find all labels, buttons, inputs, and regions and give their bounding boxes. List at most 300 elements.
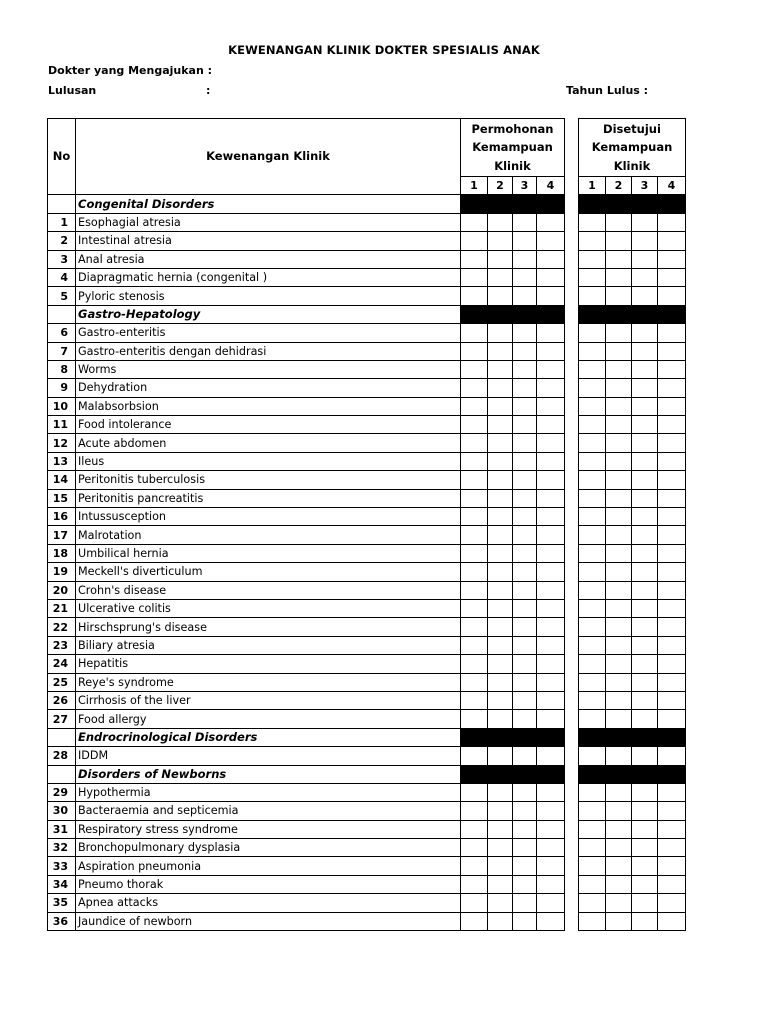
disetujui-checkbox-cell[interactable] — [632, 287, 658, 305]
permohonan-checkbox-cell[interactable] — [488, 397, 513, 415]
disetujui-checkbox-cell[interactable] — [632, 857, 658, 875]
permohonan-checkbox-cell[interactable] — [513, 287, 537, 305]
disetujui-checkbox-cell[interactable] — [579, 489, 606, 507]
permohonan-checkbox-cell[interactable] — [461, 802, 488, 820]
permohonan-checkbox-cell[interactable] — [537, 820, 565, 838]
disetujui-checkbox-cell[interactable] — [658, 618, 686, 636]
permohonan-checkbox-cell[interactable] — [488, 655, 513, 673]
permohonan-checkbox-cell[interactable] — [513, 232, 537, 250]
permohonan-checkbox-cell[interactable] — [537, 379, 565, 397]
disetujui-checkbox-cell[interactable] — [632, 452, 658, 470]
permohonan-checkbox-cell[interactable] — [513, 636, 537, 654]
disetujui-checkbox-cell[interactable] — [658, 544, 686, 562]
permohonan-checkbox-cell[interactable] — [513, 416, 537, 434]
disetujui-checkbox-cell[interactable] — [606, 875, 632, 893]
permohonan-checkbox-cell[interactable] — [461, 857, 488, 875]
disetujui-checkbox-cell[interactable] — [579, 434, 606, 452]
permohonan-checkbox-cell[interactable] — [513, 618, 537, 636]
disetujui-checkbox-cell[interactable] — [658, 213, 686, 231]
disetujui-checkbox-cell[interactable] — [632, 655, 658, 673]
disetujui-checkbox-cell[interactable] — [606, 636, 632, 654]
disetujui-checkbox-cell[interactable] — [606, 232, 632, 250]
disetujui-checkbox-cell[interactable] — [579, 452, 606, 470]
permohonan-checkbox-cell[interactable] — [461, 324, 488, 342]
permohonan-checkbox-cell[interactable] — [513, 471, 537, 489]
permohonan-checkbox-cell[interactable] — [537, 912, 565, 930]
disetujui-checkbox-cell[interactable] — [579, 416, 606, 434]
permohonan-checkbox-cell[interactable] — [537, 655, 565, 673]
permohonan-checkbox-cell[interactable] — [488, 471, 513, 489]
disetujui-checkbox-cell[interactable] — [579, 783, 606, 801]
permohonan-checkbox-cell[interactable] — [461, 213, 488, 231]
disetujui-checkbox-cell[interactable] — [606, 747, 632, 765]
disetujui-checkbox-cell[interactable] — [632, 397, 658, 415]
permohonan-checkbox-cell[interactable] — [488, 379, 513, 397]
permohonan-checkbox-cell[interactable] — [488, 875, 513, 893]
disetujui-checkbox-cell[interactable] — [606, 857, 632, 875]
permohonan-checkbox-cell[interactable] — [513, 912, 537, 930]
permohonan-checkbox-cell[interactable] — [513, 342, 537, 360]
disetujui-checkbox-cell[interactable] — [632, 416, 658, 434]
disetujui-checkbox-cell[interactable] — [658, 508, 686, 526]
disetujui-checkbox-cell[interactable] — [579, 360, 606, 378]
disetujui-checkbox-cell[interactable] — [606, 416, 632, 434]
permohonan-checkbox-cell[interactable] — [513, 526, 537, 544]
disetujui-checkbox-cell[interactable] — [658, 452, 686, 470]
permohonan-checkbox-cell[interactable] — [513, 434, 537, 452]
disetujui-checkbox-cell[interactable] — [606, 563, 632, 581]
permohonan-checkbox-cell[interactable] — [537, 783, 565, 801]
permohonan-checkbox-cell[interactable] — [488, 489, 513, 507]
disetujui-checkbox-cell[interactable] — [579, 268, 606, 286]
disetujui-checkbox-cell[interactable] — [658, 894, 686, 912]
disetujui-checkbox-cell[interactable] — [658, 783, 686, 801]
permohonan-checkbox-cell[interactable] — [461, 839, 488, 857]
disetujui-checkbox-cell[interactable] — [606, 342, 632, 360]
disetujui-checkbox-cell[interactable] — [658, 710, 686, 728]
disetujui-checkbox-cell[interactable] — [632, 471, 658, 489]
permohonan-checkbox-cell[interactable] — [537, 894, 565, 912]
disetujui-checkbox-cell[interactable] — [579, 287, 606, 305]
permohonan-checkbox-cell[interactable] — [513, 452, 537, 470]
disetujui-checkbox-cell[interactable] — [632, 526, 658, 544]
permohonan-checkbox-cell[interactable] — [488, 691, 513, 709]
permohonan-checkbox-cell[interactable] — [488, 416, 513, 434]
disetujui-checkbox-cell[interactable] — [606, 379, 632, 397]
permohonan-checkbox-cell[interactable] — [461, 636, 488, 654]
disetujui-checkbox-cell[interactable] — [632, 379, 658, 397]
disetujui-checkbox-cell[interactable] — [606, 324, 632, 342]
disetujui-checkbox-cell[interactable] — [632, 618, 658, 636]
disetujui-checkbox-cell[interactable] — [579, 839, 606, 857]
permohonan-checkbox-cell[interactable] — [513, 875, 537, 893]
permohonan-checkbox-cell[interactable] — [488, 287, 513, 305]
permohonan-checkbox-cell[interactable] — [513, 489, 537, 507]
disetujui-checkbox-cell[interactable] — [658, 268, 686, 286]
permohonan-checkbox-cell[interactable] — [513, 857, 537, 875]
permohonan-checkbox-cell[interactable] — [461, 287, 488, 305]
permohonan-checkbox-cell[interactable] — [513, 783, 537, 801]
disetujui-checkbox-cell[interactable] — [579, 857, 606, 875]
permohonan-checkbox-cell[interactable] — [513, 397, 537, 415]
permohonan-checkbox-cell[interactable] — [488, 508, 513, 526]
disetujui-checkbox-cell[interactable] — [606, 508, 632, 526]
permohonan-checkbox-cell[interactable] — [488, 802, 513, 820]
item-name: Dehydration — [76, 379, 461, 397]
permohonan-checkbox-cell[interactable] — [513, 250, 537, 268]
permohonan-checkbox-cell[interactable] — [513, 747, 537, 765]
permohonan-checkbox-cell[interactable] — [461, 434, 488, 452]
permohonan-checkbox-cell[interactable] — [513, 268, 537, 286]
disetujui-checkbox-cell[interactable] — [579, 655, 606, 673]
permohonan-checkbox-cell[interactable] — [488, 360, 513, 378]
permohonan-checkbox-cell[interactable] — [461, 599, 488, 617]
disetujui-checkbox-cell[interactable] — [606, 287, 632, 305]
permohonan-checkbox-cell[interactable] — [537, 489, 565, 507]
disetujui-checkbox-cell[interactable] — [632, 360, 658, 378]
disetujui-checkbox-cell[interactable] — [658, 636, 686, 654]
disetujui-checkbox-cell[interactable] — [579, 636, 606, 654]
permohonan-checkbox-cell[interactable] — [537, 397, 565, 415]
permohonan-checkbox-cell[interactable] — [461, 581, 488, 599]
disetujui-checkbox-cell[interactable] — [579, 691, 606, 709]
disetujui-checkbox-cell[interactable] — [658, 397, 686, 415]
permohonan-checkbox-cell[interactable] — [488, 213, 513, 231]
disetujui-checkbox-cell[interactable] — [606, 655, 632, 673]
permohonan-checkbox-cell[interactable] — [488, 268, 513, 286]
disetujui-checkbox-cell[interactable] — [658, 599, 686, 617]
disetujui-checkbox-cell[interactable] — [606, 783, 632, 801]
disetujui-checkbox-cell[interactable] — [658, 342, 686, 360]
disetujui-checkbox-cell[interactable] — [579, 912, 606, 930]
disetujui-checkbox-cell[interactable] — [658, 912, 686, 930]
permohonan-checkbox-cell[interactable] — [461, 691, 488, 709]
permohonan-checkbox-cell[interactable] — [488, 912, 513, 930]
permohonan-checkbox-cell[interactable] — [513, 563, 537, 581]
permohonan-checkbox-cell[interactable] — [461, 489, 488, 507]
permohonan-checkbox-cell[interactable] — [537, 673, 565, 691]
permohonan-checkbox-cell[interactable] — [513, 839, 537, 857]
disetujui-checkbox-cell[interactable] — [632, 563, 658, 581]
permohonan-checkbox-cell[interactable] — [537, 213, 565, 231]
permohonan-checkbox-cell[interactable] — [488, 710, 513, 728]
permohonan-checkbox-cell[interactable] — [461, 471, 488, 489]
permohonan-checkbox-cell[interactable] — [537, 691, 565, 709]
disetujui-checkbox-cell[interactable] — [658, 471, 686, 489]
permohonan-checkbox-cell[interactable] — [461, 912, 488, 930]
permohonan-checkbox-cell[interactable] — [461, 397, 488, 415]
permohonan-checkbox-cell[interactable] — [488, 839, 513, 857]
section-fill-cell — [461, 765, 488, 783]
permohonan-checkbox-cell[interactable] — [537, 287, 565, 305]
disetujui-checkbox-cell[interactable] — [632, 342, 658, 360]
disetujui-checkbox-cell[interactable] — [658, 563, 686, 581]
permohonan-checkbox-cell[interactable] — [461, 342, 488, 360]
disetujui-checkbox-cell[interactable] — [632, 747, 658, 765]
permohonan-checkbox-cell[interactable] — [513, 691, 537, 709]
table-row — [48, 912, 565, 930]
permohonan-checkbox-cell[interactable] — [513, 655, 537, 673]
disetujui-checkbox-cell[interactable] — [658, 489, 686, 507]
permohonan-checkbox-cell[interactable] — [488, 434, 513, 452]
disetujui-checkbox-cell[interactable] — [632, 839, 658, 857]
disetujui-checkbox-cell[interactable] — [632, 581, 658, 599]
permohonan-checkbox-cell[interactable] — [537, 434, 565, 452]
permohonan-checkbox-cell[interactable] — [537, 563, 565, 581]
permohonan-checkbox-cell[interactable] — [461, 655, 488, 673]
permohonan-checkbox-cell[interactable] — [461, 710, 488, 728]
permohonan-checkbox-cell[interactable] — [513, 379, 537, 397]
permohonan-checkbox-cell[interactable] — [537, 342, 565, 360]
permohonan-checkbox-cell[interactable] — [537, 508, 565, 526]
permohonan-checkbox-cell[interactable] — [537, 526, 565, 544]
permohonan-checkbox-cell[interactable] — [461, 618, 488, 636]
permohonan-checkbox-cell[interactable] — [461, 783, 488, 801]
disetujui-checkbox-cell[interactable] — [632, 434, 658, 452]
disetujui-checkbox-cell[interactable] — [579, 581, 606, 599]
permohonan-checkbox-cell[interactable] — [488, 324, 513, 342]
table-row — [579, 655, 686, 673]
section-fill-cell — [632, 728, 658, 746]
disetujui-checkbox-cell[interactable] — [658, 655, 686, 673]
permohonan-checkbox-cell[interactable] — [513, 673, 537, 691]
section-fill-cell — [513, 195, 537, 213]
permohonan-checkbox-cell[interactable] — [461, 747, 488, 765]
permohonan-checkbox-cell[interactable] — [537, 324, 565, 342]
permohonan-checkbox-cell[interactable] — [513, 544, 537, 562]
table-row — [48, 691, 565, 709]
permohonan-checkbox-cell[interactable] — [488, 232, 513, 250]
disetujui-checkbox-cell[interactable] — [606, 250, 632, 268]
permohonan-checkbox-cell[interactable] — [537, 636, 565, 654]
disetujui-checkbox-cell[interactable] — [632, 912, 658, 930]
disetujui-checkbox-cell[interactable] — [579, 471, 606, 489]
disetujui-checkbox-cell[interactable] — [632, 268, 658, 286]
permohonan-checkbox-cell[interactable] — [488, 820, 513, 838]
disetujui-checkbox-cell[interactable] — [658, 434, 686, 452]
permohonan-checkbox-cell[interactable] — [537, 581, 565, 599]
permohonan-checkbox-cell[interactable] — [488, 544, 513, 562]
permohonan-checkbox-cell[interactable] — [461, 820, 488, 838]
disetujui-checkbox-cell[interactable] — [579, 232, 606, 250]
disetujui-checkbox-cell[interactable] — [632, 232, 658, 250]
permohonan-checkbox-cell[interactable] — [537, 710, 565, 728]
permohonan-checkbox-cell[interactable] — [461, 563, 488, 581]
disetujui-checkbox-cell[interactable] — [632, 691, 658, 709]
disetujui-checkbox-cell[interactable] — [606, 691, 632, 709]
permohonan-checkbox-cell[interactable] — [513, 508, 537, 526]
disetujui-checkbox-cell[interactable] — [606, 397, 632, 415]
permohonan-checkbox-cell[interactable] — [513, 360, 537, 378]
permohonan-checkbox-cell[interactable] — [461, 416, 488, 434]
permohonan-checkbox-cell[interactable] — [513, 213, 537, 231]
disetujui-checkbox-cell[interactable] — [606, 360, 632, 378]
permohonan-checkbox-cell[interactable] — [537, 416, 565, 434]
disetujui-checkbox-cell[interactable] — [632, 673, 658, 691]
permohonan-checkbox-cell[interactable] — [461, 508, 488, 526]
disetujui-checkbox-cell[interactable] — [579, 508, 606, 526]
permohonan-checkbox-cell[interactable] — [537, 360, 565, 378]
permohonan-checkbox-cell[interactable] — [513, 710, 537, 728]
disetujui-checkbox-cell[interactable] — [632, 489, 658, 507]
disetujui-checkbox-cell[interactable] — [579, 875, 606, 893]
disetujui-checkbox-cell[interactable] — [632, 783, 658, 801]
disetujui-checkbox-cell[interactable] — [579, 618, 606, 636]
permohonan-checkbox-cell[interactable] — [537, 452, 565, 470]
disetujui-checkbox-cell[interactable] — [606, 526, 632, 544]
disetujui-checkbox-cell[interactable] — [579, 563, 606, 581]
permohonan-checkbox-cell[interactable] — [537, 232, 565, 250]
disetujui-checkbox-cell[interactable] — [658, 875, 686, 893]
disetujui-checkbox-cell[interactable] — [606, 581, 632, 599]
disetujui-checkbox-cell[interactable] — [658, 324, 686, 342]
disetujui-checkbox-cell[interactable] — [579, 342, 606, 360]
disetujui-checkbox-cell[interactable] — [658, 839, 686, 857]
disetujui-checkbox-cell[interactable] — [579, 599, 606, 617]
permohonan-checkbox-cell[interactable] — [488, 894, 513, 912]
disetujui-checkbox-cell[interactable] — [579, 820, 606, 838]
permohonan-checkbox-cell[interactable] — [513, 802, 537, 820]
disetujui-checkbox-cell[interactable] — [658, 250, 686, 268]
disetujui-checkbox-cell[interactable] — [632, 710, 658, 728]
permohonan-checkbox-cell[interactable] — [461, 379, 488, 397]
disetujui-checkbox-cell[interactable] — [579, 894, 606, 912]
disetujui-checkbox-cell[interactable] — [632, 599, 658, 617]
permohonan-checkbox-cell[interactable] — [488, 526, 513, 544]
disetujui-checkbox-cell[interactable] — [606, 213, 632, 231]
permohonan-checkbox-cell[interactable] — [488, 636, 513, 654]
disetujui-checkbox-cell[interactable] — [579, 747, 606, 765]
disetujui-checkbox-cell[interactable] — [658, 802, 686, 820]
permohonan-checkbox-cell[interactable] — [488, 342, 513, 360]
disetujui-checkbox-cell[interactable] — [579, 250, 606, 268]
disetujui-checkbox-cell[interactable] — [579, 526, 606, 544]
disetujui-checkbox-cell[interactable] — [606, 489, 632, 507]
permohonan-checkbox-cell[interactable] — [513, 820, 537, 838]
permohonan-checkbox-cell[interactable] — [513, 599, 537, 617]
permohonan-checkbox-cell[interactable] — [488, 452, 513, 470]
disetujui-checkbox-cell[interactable] — [632, 250, 658, 268]
disetujui-checkbox-cell[interactable] — [632, 802, 658, 820]
permohonan-checkbox-cell[interactable] — [488, 783, 513, 801]
permohonan-checkbox-cell[interactable] — [513, 581, 537, 599]
permohonan-checkbox-cell[interactable] — [488, 673, 513, 691]
permohonan-checkbox-cell[interactable] — [461, 452, 488, 470]
permohonan-checkbox-cell[interactable] — [537, 268, 565, 286]
disetujui-checkbox-cell[interactable] — [606, 618, 632, 636]
permohonan-checkbox-cell[interactable] — [537, 544, 565, 562]
disetujui-checkbox-cell[interactable] — [632, 544, 658, 562]
dokter-label: Dokter yang Mengajukan : — [48, 64, 213, 77]
permohonan-checkbox-cell[interactable] — [488, 599, 513, 617]
permohonan-checkbox-cell[interactable] — [537, 250, 565, 268]
permohonan-checkbox-cell[interactable] — [488, 618, 513, 636]
disetujui-checkbox-cell[interactable] — [579, 710, 606, 728]
permohonan-checkbox-cell[interactable] — [461, 360, 488, 378]
permohonan-checkbox-cell[interactable] — [537, 747, 565, 765]
permohonan-checkbox-cell[interactable] — [488, 857, 513, 875]
disetujui-checkbox-cell[interactable] — [606, 471, 632, 489]
permohonan-checkbox-cell[interactable] — [513, 324, 537, 342]
permohonan-checkbox-cell[interactable] — [537, 839, 565, 857]
disetujui-checkbox-cell[interactable] — [606, 673, 632, 691]
permohonan-checkbox-cell[interactable] — [513, 894, 537, 912]
disetujui-checkbox-cell[interactable] — [606, 452, 632, 470]
disetujui-checkbox-cell[interactable] — [658, 857, 686, 875]
disetujui-checkbox-cell[interactable] — [658, 673, 686, 691]
disetujui-checkbox-cell[interactable] — [606, 268, 632, 286]
disetujui-checkbox-cell[interactable] — [632, 875, 658, 893]
disetujui-checkbox-cell[interactable] — [632, 213, 658, 231]
disetujui-checkbox-cell[interactable] — [579, 802, 606, 820]
disetujui-checkbox-cell[interactable] — [658, 820, 686, 838]
disetujui-checkbox-cell[interactable] — [579, 397, 606, 415]
item-name: Hypothermia — [76, 783, 461, 801]
permohonan-checkbox-cell[interactable] — [488, 563, 513, 581]
disetujui-checkbox-cell[interactable] — [579, 213, 606, 231]
permohonan-checkbox-cell[interactable] — [461, 894, 488, 912]
permohonan-checkbox-cell[interactable] — [488, 581, 513, 599]
disetujui-checkbox-cell[interactable] — [632, 894, 658, 912]
permohonan-checkbox-cell[interactable] — [461, 268, 488, 286]
disetujui-checkbox-cell[interactable] — [632, 636, 658, 654]
permohonan-checkbox-cell[interactable] — [537, 802, 565, 820]
disetujui-checkbox-cell[interactable] — [658, 232, 686, 250]
disetujui-checkbox-cell[interactable] — [606, 544, 632, 562]
disetujui-checkbox-cell[interactable] — [606, 894, 632, 912]
permohonan-checkbox-cell[interactable] — [461, 232, 488, 250]
disetujui-checkbox-cell[interactable] — [658, 360, 686, 378]
disetujui-checkbox-cell[interactable] — [658, 526, 686, 544]
permohonan-checkbox-cell[interactable] — [537, 599, 565, 617]
disetujui-checkbox-cell[interactable] — [579, 379, 606, 397]
table-row — [579, 581, 686, 599]
disetujui-checkbox-cell[interactable] — [632, 820, 658, 838]
disetujui-checkbox-cell[interactable] — [579, 673, 606, 691]
table-row — [579, 783, 686, 801]
disetujui-checkbox-cell[interactable] — [658, 379, 686, 397]
disetujui-checkbox-cell[interactable] — [606, 802, 632, 820]
permohonan-checkbox-cell[interactable] — [537, 857, 565, 875]
disetujui-checkbox-cell[interactable] — [606, 710, 632, 728]
disetujui-checkbox-cell[interactable] — [606, 839, 632, 857]
permohonan-checkbox-cell[interactable] — [488, 250, 513, 268]
disetujui-checkbox-cell[interactable] — [658, 287, 686, 305]
disetujui-checkbox-cell[interactable] — [606, 599, 632, 617]
permohonan-checkbox-cell[interactable] — [537, 618, 565, 636]
permohonan-checkbox-cell[interactable] — [537, 875, 565, 893]
permohonan-checkbox-cell[interactable] — [461, 250, 488, 268]
disetujui-checkbox-cell[interactable] — [658, 747, 686, 765]
permohonan-checkbox-cell[interactable] — [461, 526, 488, 544]
disetujui-checkbox-cell[interactable] — [579, 324, 606, 342]
permohonan-checkbox-cell[interactable] — [461, 875, 488, 893]
permohonan-checkbox-cell[interactable] — [488, 747, 513, 765]
row-number: 15 — [48, 489, 76, 507]
disetujui-checkbox-cell[interactable] — [658, 416, 686, 434]
disetujui-checkbox-cell[interactable] — [606, 912, 632, 930]
disetujui-checkbox-cell[interactable] — [632, 508, 658, 526]
disetujui-checkbox-cell[interactable] — [606, 434, 632, 452]
permohonan-checkbox-cell[interactable] — [461, 673, 488, 691]
permohonan-checkbox-cell[interactable] — [461, 544, 488, 562]
disetujui-checkbox-cell[interactable] — [579, 544, 606, 562]
disetujui-checkbox-cell[interactable] — [632, 324, 658, 342]
permohonan-checkbox-cell[interactable] — [537, 471, 565, 489]
disetujui-checkbox-cell[interactable] — [658, 691, 686, 709]
disetujui-checkbox-cell[interactable] — [606, 820, 632, 838]
disetujui-checkbox-cell[interactable] — [658, 581, 686, 599]
